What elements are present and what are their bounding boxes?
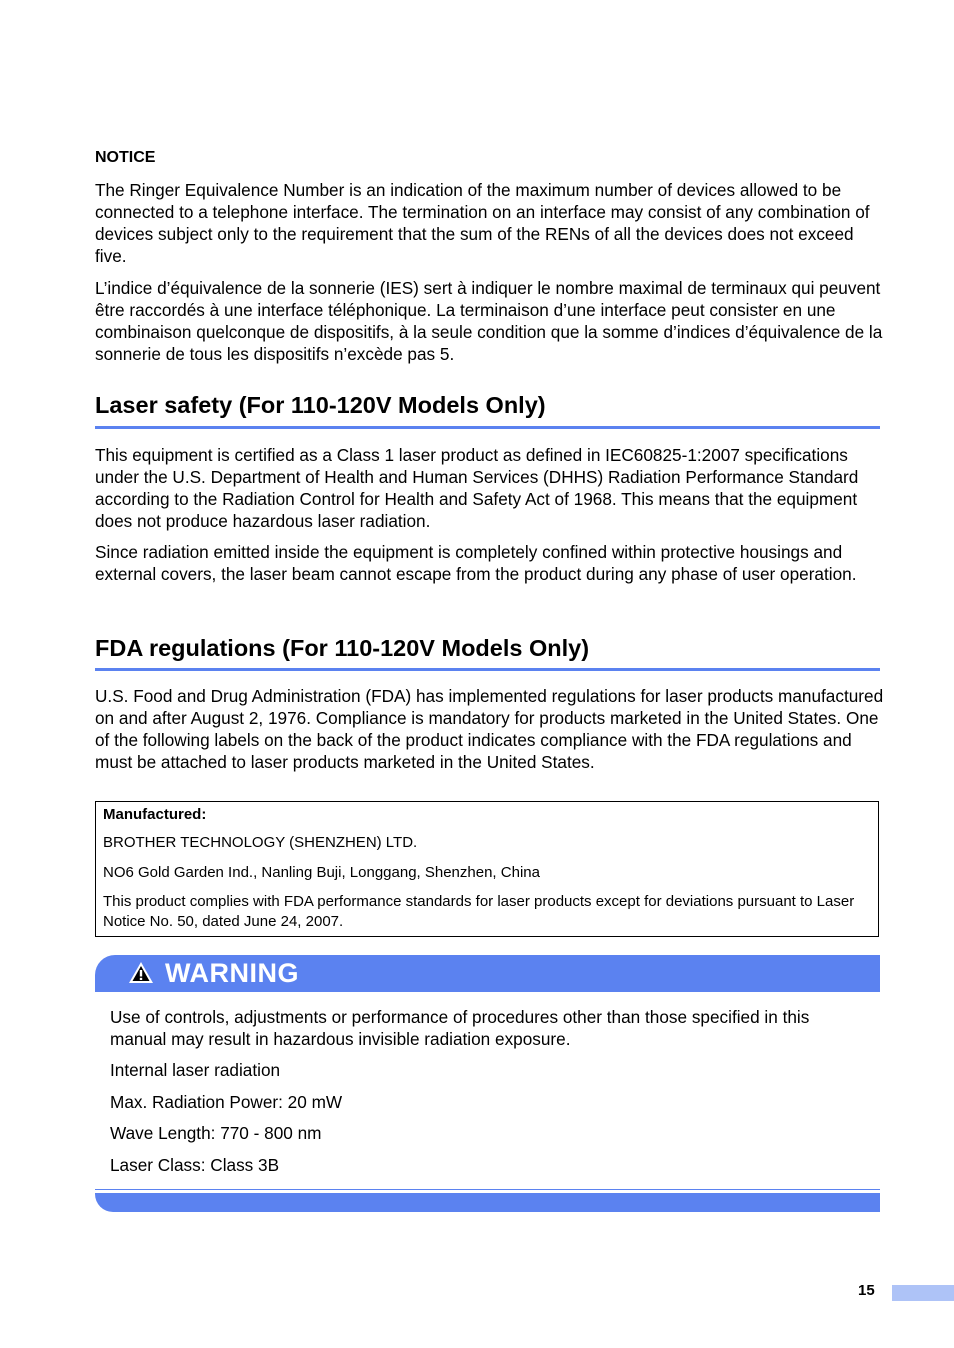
- fda-label-address: NO6 Gold Garden Ind., Nanling Buji, Longgang, Shenzhen, China: [103, 864, 540, 881]
- warning-banner: [95, 955, 880, 992]
- fda-label-compliance: This product complies with FDA performance standards for laser products except for deviations pursuant to Laser Notice No. 50, dated June 24, 2007.: [103, 893, 855, 930]
- warning-bottom-rule: [95, 1189, 880, 1190]
- warning-triangle-icon: [128, 961, 154, 984]
- warning-title: WARNING: [165, 958, 299, 988]
- page-number: 15: [858, 1282, 875, 1299]
- fda-heading: FDA regulations (For 110-120V Models Only): [95, 635, 590, 661]
- fda-heading-rule: [95, 668, 880, 671]
- fda-label-company: BROTHER TECHNOLOGY (SHENZHEN) LTD.: [103, 834, 418, 851]
- warning-paragraph: Use of controls, adjustments or performance of procedures other than those specified in this manual may result in hazardous invisible radiation exposure.: [110, 1007, 810, 1049]
- warning-bottom-bar: [95, 1193, 880, 1212]
- notice-paragraph-fr: L’indice d’équivalence de la sonnerie (IES) sert à indiquer le nombre maximal de terminaux qui peuvent être raccordés à une interface téléphonique. La terminaison d’une interface peut consister en une combinaison quelconque de dispositifs, à la seule condition que la somme d’indices d’équivalence de la sonnerie de tous les dispositifs n’excède pas 5.: [95, 278, 883, 364]
- laser-paragraph-2: Since radiation emitted inside the equipment is completely confined within protective housings and external covers, the laser beam cannot escape from the product during any phase of user operation.: [95, 542, 857, 584]
- warning-line-wavelength: Wave Length: 770 - 800 nm: [110, 1123, 322, 1143]
- fda-label-box: [95, 801, 879, 937]
- fda-label-manufactured: Manufactured:: [103, 806, 207, 823]
- fda-paragraph: U.S. Food and Drug Administration (FDA) has implemented regulations for laser products manufactured on and after August 2, 1976. Compliance is mandatory for products marketed in the United States. One of the following labels on the back of the product indicates compliance with the FDA regulations and must be attached to laser products marketed in the United States.: [95, 686, 884, 772]
- notice-title: NOTICE: [95, 149, 156, 166]
- warning-line-power: Max. Radiation Power: 20 mW: [110, 1092, 343, 1112]
- laser-paragraph-1: This equipment is certified as a Class 1 laser product as defined in IEC60825-1:2007 specifications under the U.S. Department of Health and Human Services (DHHS) Radiation Performance Standard according to the Radiation Control for Health and Safety Act of 1968. This means that the equipment does not produce hazardous laser radiation.: [95, 445, 859, 531]
- warning-line-radiation: Internal laser radiation: [110, 1060, 281, 1080]
- laser-safety-heading: Laser safety (For 110-120V Models Only): [95, 392, 546, 418]
- warning-line-class: Laser Class: Class 3B: [110, 1155, 280, 1175]
- laser-heading-rule: [95, 426, 880, 429]
- page-tab-marker: [892, 1285, 954, 1301]
- notice-paragraph-en: The Ringer Equivalence Number is an indication of the maximum number of devices allowed to be connected to a telephone interface. The termination on an interface may consist of any combination of devices subject only to the requirement that the sum of the RENs of all the devices does not exceed five.: [95, 180, 870, 266]
